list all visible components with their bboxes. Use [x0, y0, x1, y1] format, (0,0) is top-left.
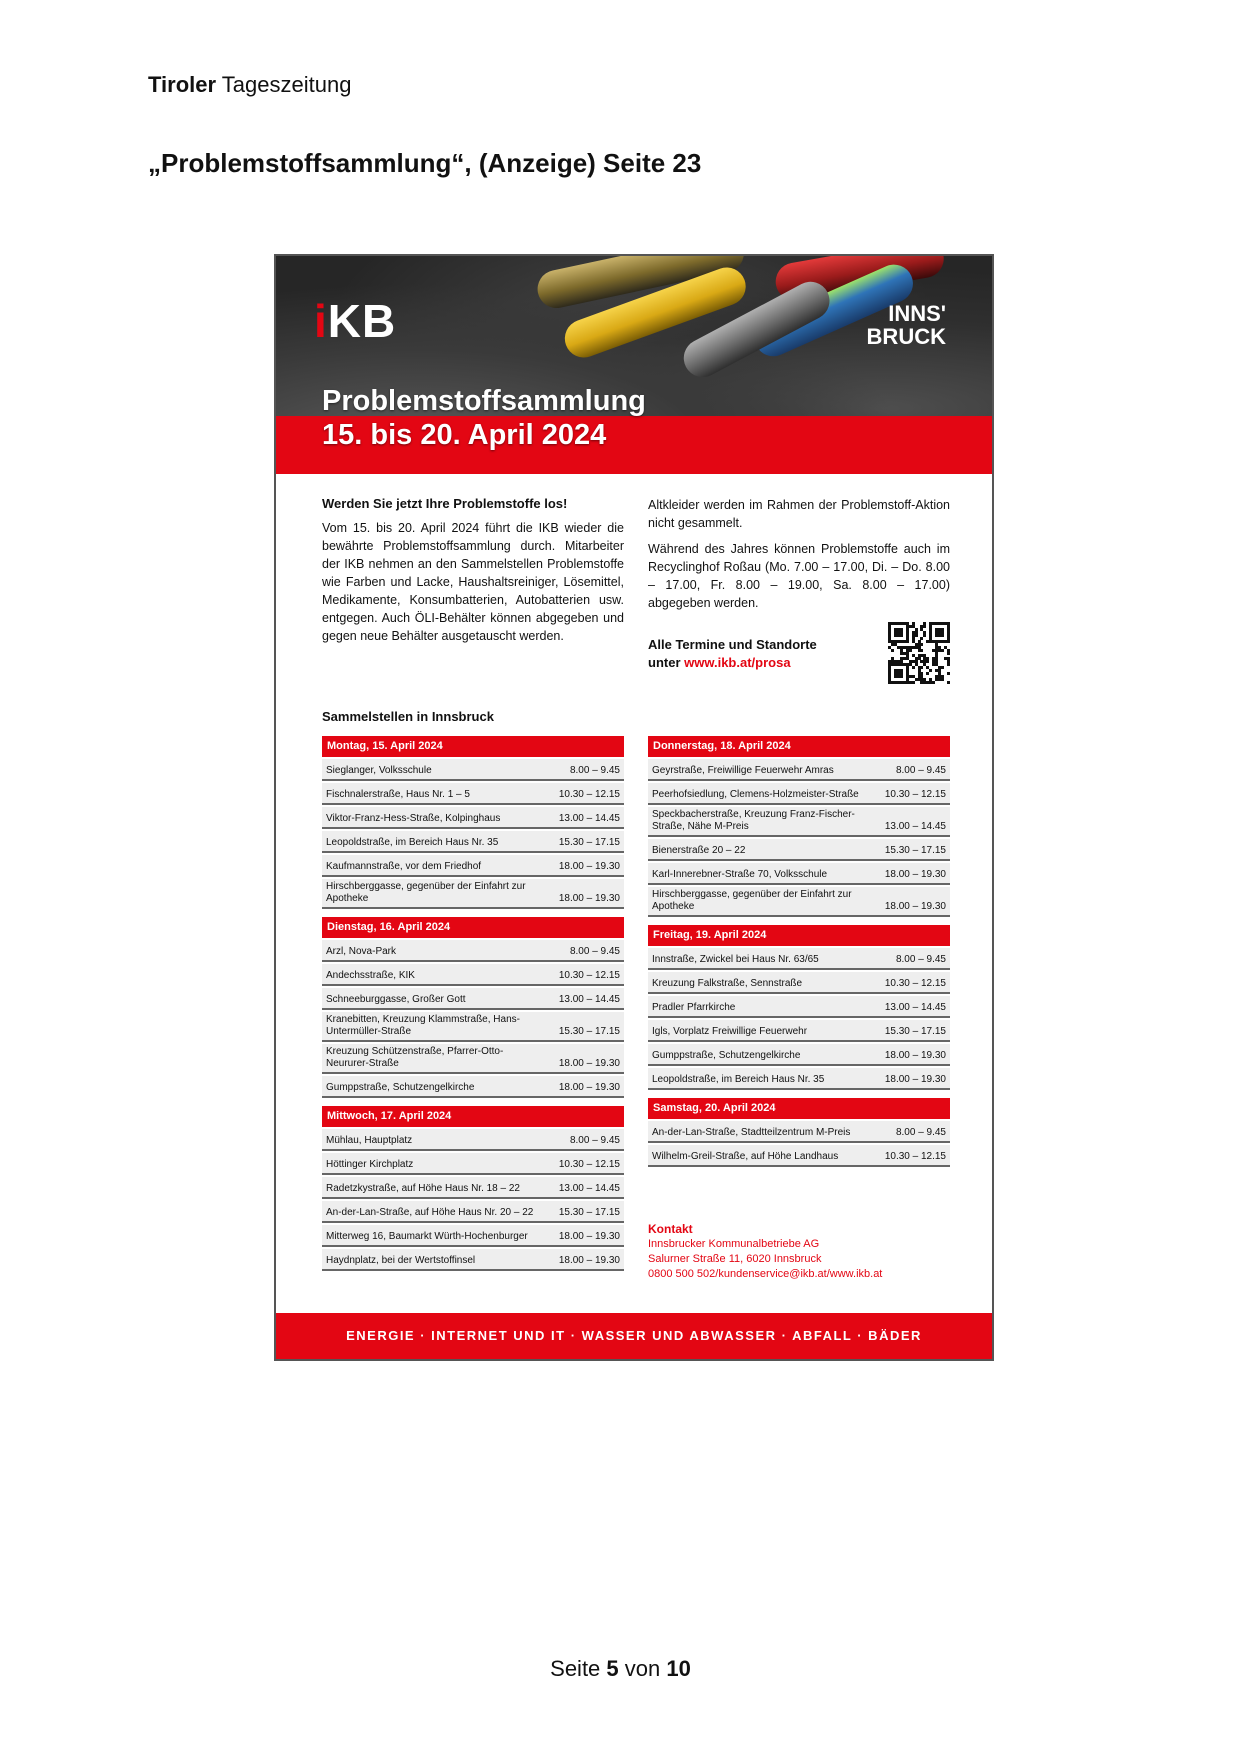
- schedule-row: [648, 948, 950, 970]
- day-block: [322, 736, 624, 909]
- schedule-row: [322, 988, 624, 1010]
- masthead-bold: Tiroler: [148, 72, 217, 97]
- advertisement: [274, 254, 994, 1361]
- location: Wilhelm-Greil-Straße, auf Höhe Landhaus: [652, 1151, 839, 1162]
- day-heading: Montag, 15. April 2024: [322, 736, 624, 757]
- hero-title: Problemstoffsammlung 15. bis 20. April 2024: [322, 385, 646, 451]
- article-title: „Problemstoffsammlung“, (Anzeige) Seite 23: [148, 148, 702, 178]
- location: Speckbacherstraße, Kreuzung Franz-Fischer-Straße, Nähe M-Preis: [652, 809, 855, 832]
- schedule-row: [648, 996, 950, 1018]
- time-slot: 18.00 – 19.30: [558, 1058, 620, 1069]
- time-slot: 13.00 – 14.45: [884, 821, 946, 832]
- schedule-row: [648, 1121, 950, 1143]
- prosa-link[interactable]: www.ikb.at/prosa: [684, 655, 791, 670]
- time-slot: 18.00 – 19.30: [558, 1231, 620, 1242]
- schedule-row: [648, 807, 950, 837]
- contact-company: Innsbrucker Kommunalbetriebe AG: [648, 1238, 820, 1250]
- lead-text: Vom 15. bis 20. April 2024 führt die IKB wieder die bewährte Problemstoffsammlung durch. Mitarbeiter der IKB nehmen an den Sammelstellen Problemstoffe wie Farben und Lacke, Haushaltsreiniger, Lösemittel, Medikamente, Konsumbatterien, Autobatterien usw. entgegen. Auch ÖLI-Behälter können abgegeben und gegen neue Behälter ausgetauscht werden.: [322, 521, 624, 643]
- schedule-row: [322, 1044, 624, 1074]
- location: Peerhofsiedlung, Clemens-Holzmeister-Straße: [652, 789, 859, 800]
- time-slot: 8.00 – 9.45: [895, 954, 946, 965]
- time-slot: 15.30 – 17.15: [884, 1026, 946, 1037]
- location: Karl-Innerebner-Straße 70, Volksschule: [652, 869, 828, 880]
- location: Viktor-Franz-Hess-Straße, Kolpinghaus: [326, 813, 501, 824]
- masthead-rest: Tageszeitung: [221, 72, 352, 97]
- time-slot: 8.00 – 9.45: [895, 765, 946, 776]
- page-number: Seite 5 von 10: [550, 1656, 691, 1681]
- schedule-row: [648, 863, 950, 885]
- schedule-row: [322, 940, 624, 962]
- location: Mitterweg 16, Baumarkt Würth-Hochenburger: [326, 1231, 528, 1242]
- day-heading: Mittwoch, 17. April 2024: [322, 1106, 624, 1127]
- schedule-row: [648, 1044, 950, 1066]
- time-slot: 15.30 – 17.15: [558, 837, 620, 848]
- day-heading: Dienstag, 16. April 2024: [322, 917, 624, 938]
- termine-link-block: Alle Termine und Standorte unter www.ikb.at/prosa: [648, 637, 817, 670]
- schedule-row: [322, 1201, 624, 1223]
- ikb-logo: iKB: [314, 295, 397, 347]
- time-slot: 18.00 – 19.30: [558, 861, 620, 872]
- time-slot: 18.00 – 19.30: [558, 1082, 620, 1093]
- location: Sieglanger, Volksschule: [326, 765, 432, 776]
- schedule-row: [322, 964, 624, 986]
- schedule-row: [648, 972, 950, 994]
- masthead: [148, 72, 351, 98]
- schedule-row: [648, 783, 950, 805]
- schedule-row: [322, 1177, 624, 1199]
- schedule-row: [322, 1076, 624, 1098]
- schedule-row: [322, 1153, 624, 1175]
- location: Kreuzung Falkstraße, Sennstraße: [652, 978, 803, 989]
- time-slot: 18.00 – 19.30: [884, 1050, 946, 1061]
- location: Geyrstraße, Freiwillige Feuerwehr Amras: [652, 765, 834, 776]
- schedule-row: [322, 1012, 624, 1042]
- location: Gumppstraße, Schutzengelkirche: [326, 1082, 475, 1093]
- time-slot: 10.30 – 12.15: [558, 789, 620, 800]
- location: Kranebitten, Kreuzung Klammstraße, Hans-Untermüller-Straße: [326, 1014, 520, 1037]
- time-slot: 8.00 – 9.45: [569, 765, 620, 776]
- day-heading: Freitag, 19. April 2024: [648, 925, 950, 946]
- location: Radetzkystraße, auf Höhe Haus Nr. 18 – 22: [326, 1183, 520, 1194]
- day-heading: Samstag, 20. April 2024: [648, 1098, 950, 1119]
- time-slot: 18.00 – 19.30: [884, 901, 946, 912]
- hero-image: [276, 256, 992, 474]
- location: Kreuzung Schützenstraße, Pfarrer-Otto-Neururer-Straße: [326, 1046, 504, 1069]
- location: Kaufmannstraße, vor dem Friedhof: [326, 861, 482, 872]
- schedule-row: [322, 783, 624, 805]
- location: An-der-Lan-Straße, auf Höhe Haus Nr. 20 – 22: [326, 1207, 534, 1218]
- schedule-row: [648, 1145, 950, 1167]
- time-slot: 10.30 – 12.15: [558, 970, 620, 981]
- qr-code-icon: [888, 622, 950, 684]
- services-band: ENERGIE · INTERNET UND IT · WASSER UND ABWASSER · ABFALL · BÄDER: [276, 1313, 992, 1359]
- time-slot: 10.30 – 12.15: [558, 1159, 620, 1170]
- location: Leopoldstraße, im Bereich Haus Nr. 35: [326, 837, 499, 848]
- schedule-row: [322, 879, 624, 909]
- time-slot: 8.00 – 9.45: [895, 1127, 946, 1138]
- location: Pradler Pfarrkirche: [652, 1002, 736, 1013]
- day-block: [648, 736, 950, 917]
- innsbruck-logo: INNS' BRUCK: [866, 301, 946, 349]
- contact-block: [648, 1222, 950, 1282]
- day-block: [648, 1098, 950, 1167]
- time-slot: 13.00 – 14.45: [558, 994, 620, 1005]
- time-slot: 18.00 – 19.30: [558, 1255, 620, 1266]
- lead-column: [322, 496, 624, 645]
- location: An-der-Lan-Straße, Stadtteilzentrum M-Preis: [652, 1127, 851, 1138]
- time-slot: 15.30 – 17.15: [558, 1026, 620, 1037]
- day-block: [648, 925, 950, 1090]
- schedule-row: [322, 831, 624, 853]
- day-block: [322, 1106, 624, 1271]
- schedule-row: [322, 759, 624, 781]
- schedule-row: [648, 759, 950, 781]
- schedule-row: [322, 1129, 624, 1151]
- location: Schneeburggasse, Großer Gott: [326, 994, 466, 1005]
- day-block: [322, 917, 624, 1098]
- schedule-left: [322, 736, 624, 1279]
- time-slot: 13.00 – 14.45: [884, 1002, 946, 1013]
- time-slot: 10.30 – 12.15: [884, 978, 946, 989]
- location: Gumppstraße, Schutzengelkirche: [652, 1050, 801, 1061]
- location: Leopoldstraße, im Bereich Haus Nr. 35: [652, 1074, 825, 1085]
- time-slot: 8.00 – 9.45: [569, 946, 620, 957]
- time-slot: 13.00 – 14.45: [558, 1183, 620, 1194]
- schedule-row: [648, 1020, 950, 1042]
- time-slot: 18.00 – 19.30: [884, 1074, 946, 1085]
- schedule-row: [322, 807, 624, 829]
- schedule-row: [648, 887, 950, 917]
- location: Arzl, Nova-Park: [326, 946, 397, 957]
- location: Hirschberggasse, gegenüber der Einfahrt zur Apotheke: [652, 889, 852, 912]
- location: Mühlau, Hauptplatz: [326, 1135, 413, 1146]
- schedule-row: [322, 855, 624, 877]
- time-slot: 15.30 – 17.15: [884, 845, 946, 856]
- location: Bienerstraße 20 – 22: [652, 845, 746, 856]
- lead-heading: Werden Sie jetzt Ihre Problemstoffe los!: [322, 496, 568, 511]
- schedule-right: [648, 736, 950, 1175]
- contact-heading: Kontakt: [648, 1222, 693, 1236]
- time-slot: 18.00 – 19.30: [884, 869, 946, 880]
- time-slot: 15.30 – 17.15: [558, 1207, 620, 1218]
- time-slot: 10.30 – 12.15: [884, 1151, 946, 1162]
- schedule-row: [322, 1225, 624, 1247]
- location: Hirschberggasse, gegenüber der Einfahrt zur Apotheke: [326, 881, 526, 904]
- location: Andechsstraße, KIK: [326, 970, 415, 981]
- info-text-1: Altkleider werden im Rahmen der Problemstoff-Aktion nicht gesammelt.: [648, 498, 950, 530]
- location: Igls, Vorplatz Freiwillige Feuerwehr: [652, 1026, 808, 1037]
- location: Fischnalerstraße, Haus Nr. 1 – 5: [326, 789, 470, 800]
- time-slot: 10.30 – 12.15: [884, 789, 946, 800]
- location: Innstraße, Zwickel bei Haus Nr. 63/65: [652, 954, 819, 965]
- location: Haydnplatz, bei der Wertstoffinsel: [326, 1255, 476, 1266]
- contact-address: Salurner Straße 11, 6020 Innsbruck: [648, 1253, 822, 1265]
- time-slot: 8.00 – 9.45: [569, 1135, 620, 1146]
- day-heading: Donnerstag, 18. April 2024: [648, 736, 950, 757]
- contact-phone-email: 0800 500 502/kundenservice@ikb.at/www.ikb.at: [648, 1268, 883, 1280]
- location: Höttinger Kirchplatz: [326, 1159, 414, 1170]
- schedule-row: [648, 839, 950, 861]
- schedule-row: [322, 1249, 624, 1271]
- info-column: [648, 496, 950, 670]
- schedule-row: [648, 1068, 950, 1090]
- sammelstellen-heading: Sammelstellen in Innsbruck: [322, 709, 494, 724]
- time-slot: 18.00 – 19.30: [558, 893, 620, 904]
- time-slot: 13.00 – 14.45: [558, 813, 620, 824]
- ad-body: [276, 474, 992, 1280]
- info-text-2: Während des Jahres können Problemstoffe auch im Recyclinghof Roßau (Mo. 7.00 – 17.00, Di. – Do. 8.00 – 17.00, Fr. 8.00 – 19.00, Sa. 8.00 – 17.00) abgegeben werden.: [648, 542, 950, 610]
